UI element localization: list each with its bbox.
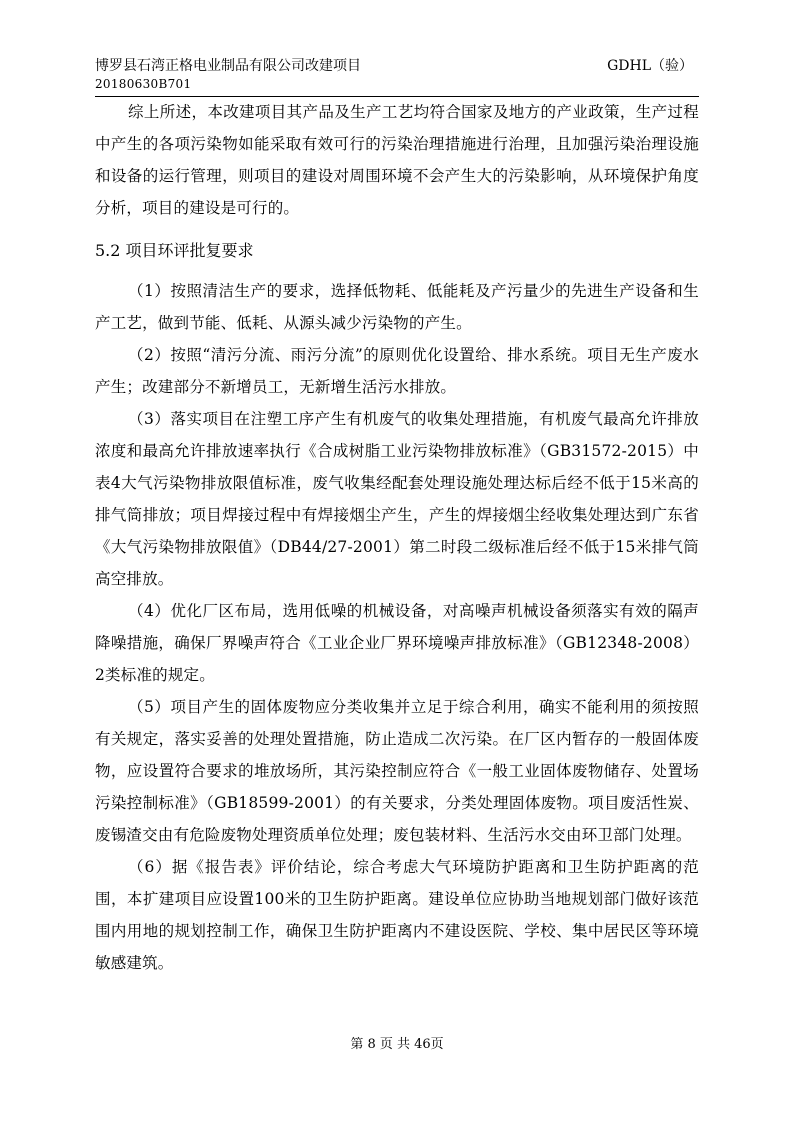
requirement-item-4: （4）优化厂区布局，选用低噪的机械设备，对高噪声机械设备须落实有效的隔声降噪措施，确保厂界噪声符合《工业企业厂界环境噪声排放标准》（GB12348-2008）2类标准的规定。 <box>95 602 699 684</box>
section-heading: 5.2 项目环评批复要求 <box>95 241 254 260</box>
requirement-item-5: （5）项目产生的固体废物应分类收集并立足于综合利用，确实不能利用的须按照有关规定，落实妥善的处理处置措施，防止造成二次污染。在厂区内暂存的一般固体废物，应设置符合要求的堆放场所，其污染控制应符合《一般工业固体废物储存、处置场污染控制标准》（GB18599-2001）的有关要求，分类处理固体废物。项目废活性炭、废锡渣交由有危险废物处理资质单位处理；废包装材料、生活污水交由环卫部门处理。 <box>95 698 699 844</box>
requirement-item-1: （1）按照清洁生产的要求，选择低物耗、低能耗及产污量少的先进生产设备和生产工艺，做到节能、低耗、从源头减少污染物的产生。 <box>95 282 699 332</box>
document-title: 博罗县石湾正格电业制品有限公司改建项目 <box>95 58 361 74</box>
requirement-item-2: （2）按照“清污分流、雨污分流”的原则优化设置给、排水系统。项目无生产废水产生；改建部分不新增员工，无新增生活污水排放。 <box>95 346 699 396</box>
page-number: 第 8 页 共 46页 <box>350 1037 444 1052</box>
header-left <box>95 56 361 92</box>
requirement-item-3: （3）落实项目在注塑工序产生有机废气的收集处理措施，有机废气最高允许排放浓度和最高允许排放速率执行《合成树脂工业污染物排放标准》（GB31572-2015）中表4大气污染物排放限值标准，废气收集经配套处理设施处理达标后经不低于15米高的排气筒排放；项目焊接过程中有焊接烟尘产生，产生的焊接烟尘经收集处理达到广东省《大气污染物排放限值》（DB44/27-2001）第二时段二级标准后经不低于15米排气筒高空排放。 <box>95 410 699 588</box>
requirement-item-6: （6）据《报告表》评价结论，综合考虑大气环境防护距离和卫生防护距离的范围，本扩建项目应设置100米的卫生防护距离。建设单位应协助当地规划部门做好该范围内用地的规划控制工作，确保卫生防护距离内不建设医院、学校、集中居民区等环境敏感建筑。 <box>95 858 699 972</box>
document-type-label: GDHL（验） <box>607 58 693 74</box>
document-code: 20180630B701 <box>95 77 192 91</box>
conclusion-paragraph: 综上所述，本改建项目其产品及生产工艺均符合国家及地方的产业政策，生产过程中产生的各项污染物如能采取有效可行的污染治理措施进行治理，且加强污染治理设施和设备的运行管理，则项目的建设对周围环境不会产生大的污染影响，从环境保护角度分析，项目的建设是可行的。 <box>95 103 699 217</box>
page-header <box>95 52 699 96</box>
document-body <box>95 96 699 979</box>
